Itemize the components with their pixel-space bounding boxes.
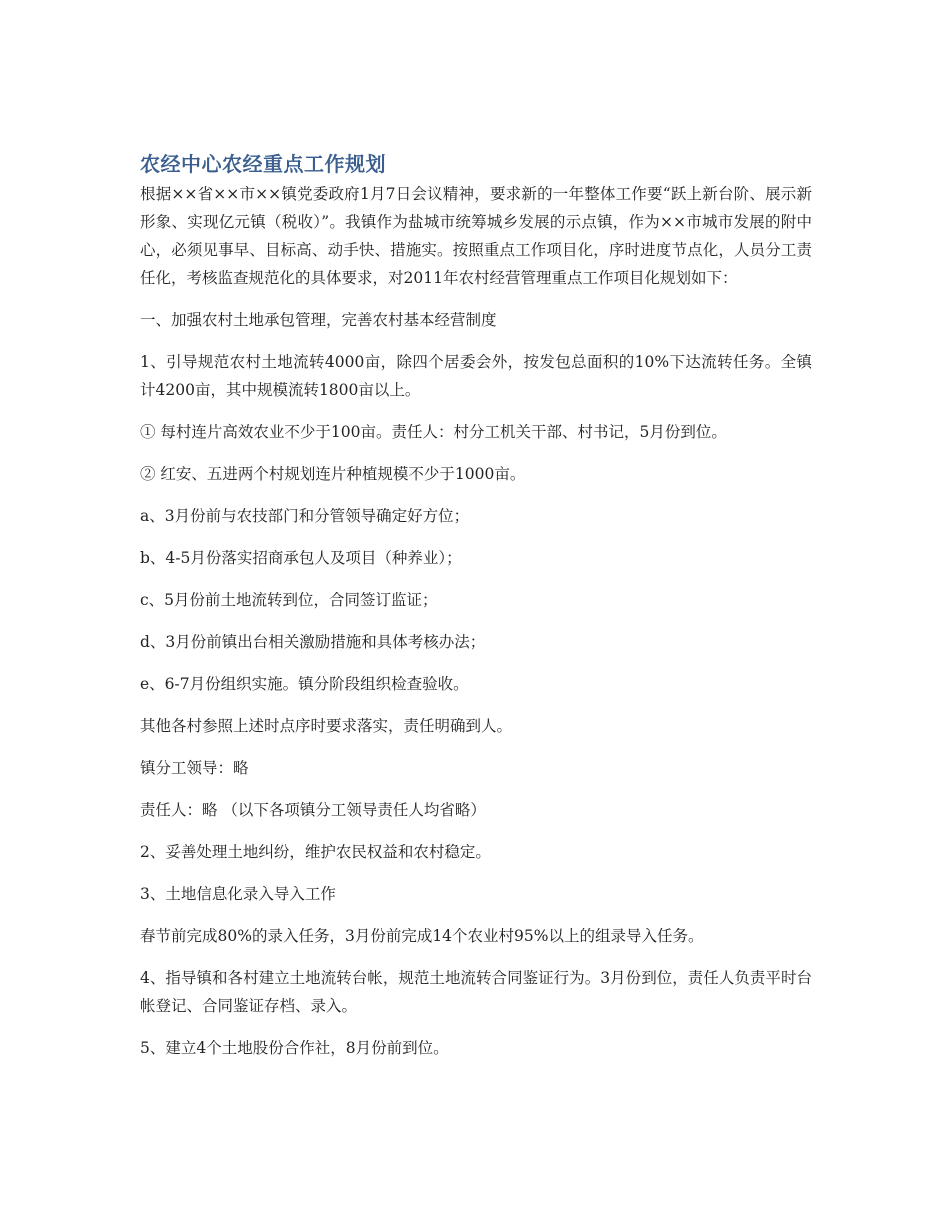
item-2: 2、妥善处理土地纠纷，维护农民权益和农村稳定。	[140, 843, 491, 861]
step-a: a、3月份前与农技部门和分管领导确定好方位；	[140, 507, 470, 525]
document-title: 农经中心农经重点工作规划	[140, 152, 386, 176]
responsible-person-line: 责任人：略 （以下各项镇分工领导责任人均省略）	[140, 801, 486, 819]
section-heading-1: 一、加强农村土地承包管理，完善农村基本经营制度	[140, 311, 497, 329]
item-3-detail: 春节前完成80%的录入任务，3月份前完成14个农业村95%以上的组录导入任务。	[140, 927, 704, 945]
town-leader-line: 镇分工领导：略	[140, 759, 249, 777]
item-3: 3、土地信息化录入导入工作	[140, 885, 336, 903]
step-b: b、4-5月份落实招商承包人及项目（种养业）；	[140, 549, 462, 567]
other-villages-note: 其他各村参照上述时点序时要求落实，责任明确到人。	[140, 717, 513, 735]
step-d: d、3月份前镇出台相关激励措施和具体考核办法；	[140, 633, 486, 651]
item-1: 1、引导规范农村土地流转4000亩，除四个居委会外，按发包总面积的10%下达流转任务。全镇计4200亩，其中规模流转1800亩以上。	[140, 353, 812, 399]
sub-item-1: ① 每村连片高效农业不少于100亩。责任人：村分工机关干部、村书记，5月份到位。	[140, 423, 727, 441]
document-page	[140, 150, 812, 1076]
item-4: 4、指导镇和各村建立土地流转台帐，规范土地流转合同鉴证行为。3月份到位，责任人负责平时台帐登记、合同鉴证存档、录入。	[140, 969, 812, 1015]
sub-item-2: ② 红安、五进两个村规划连片种植规模不少于1000亩。	[140, 465, 526, 483]
item-5: 5、建立4个土地股份合作社，8月份前到位。	[140, 1039, 449, 1057]
step-c: c、5月份前土地流转到位，合同签订监证；	[140, 591, 438, 609]
step-e: e、6-7月份组织实施。镇分阶段组织检查验收。	[140, 675, 469, 693]
intro-paragraph: 根据××省××市××镇党委政府1月7日会议精神，要求新的一年整体工作要“跃上新台阶、展示新形象、实现亿元镇（税收）”。我镇作为盐城市统筹城乡发展的示点镇，作为××市城市发展的附中心，必须见事早、目标高、动手快、措施实。按照重点工作项目化，序时进度节点化，人员分工责任化，考核监查规范化的具体要求，对2011年农村经营管理重点工作项目化规划如下：	[140, 185, 812, 287]
